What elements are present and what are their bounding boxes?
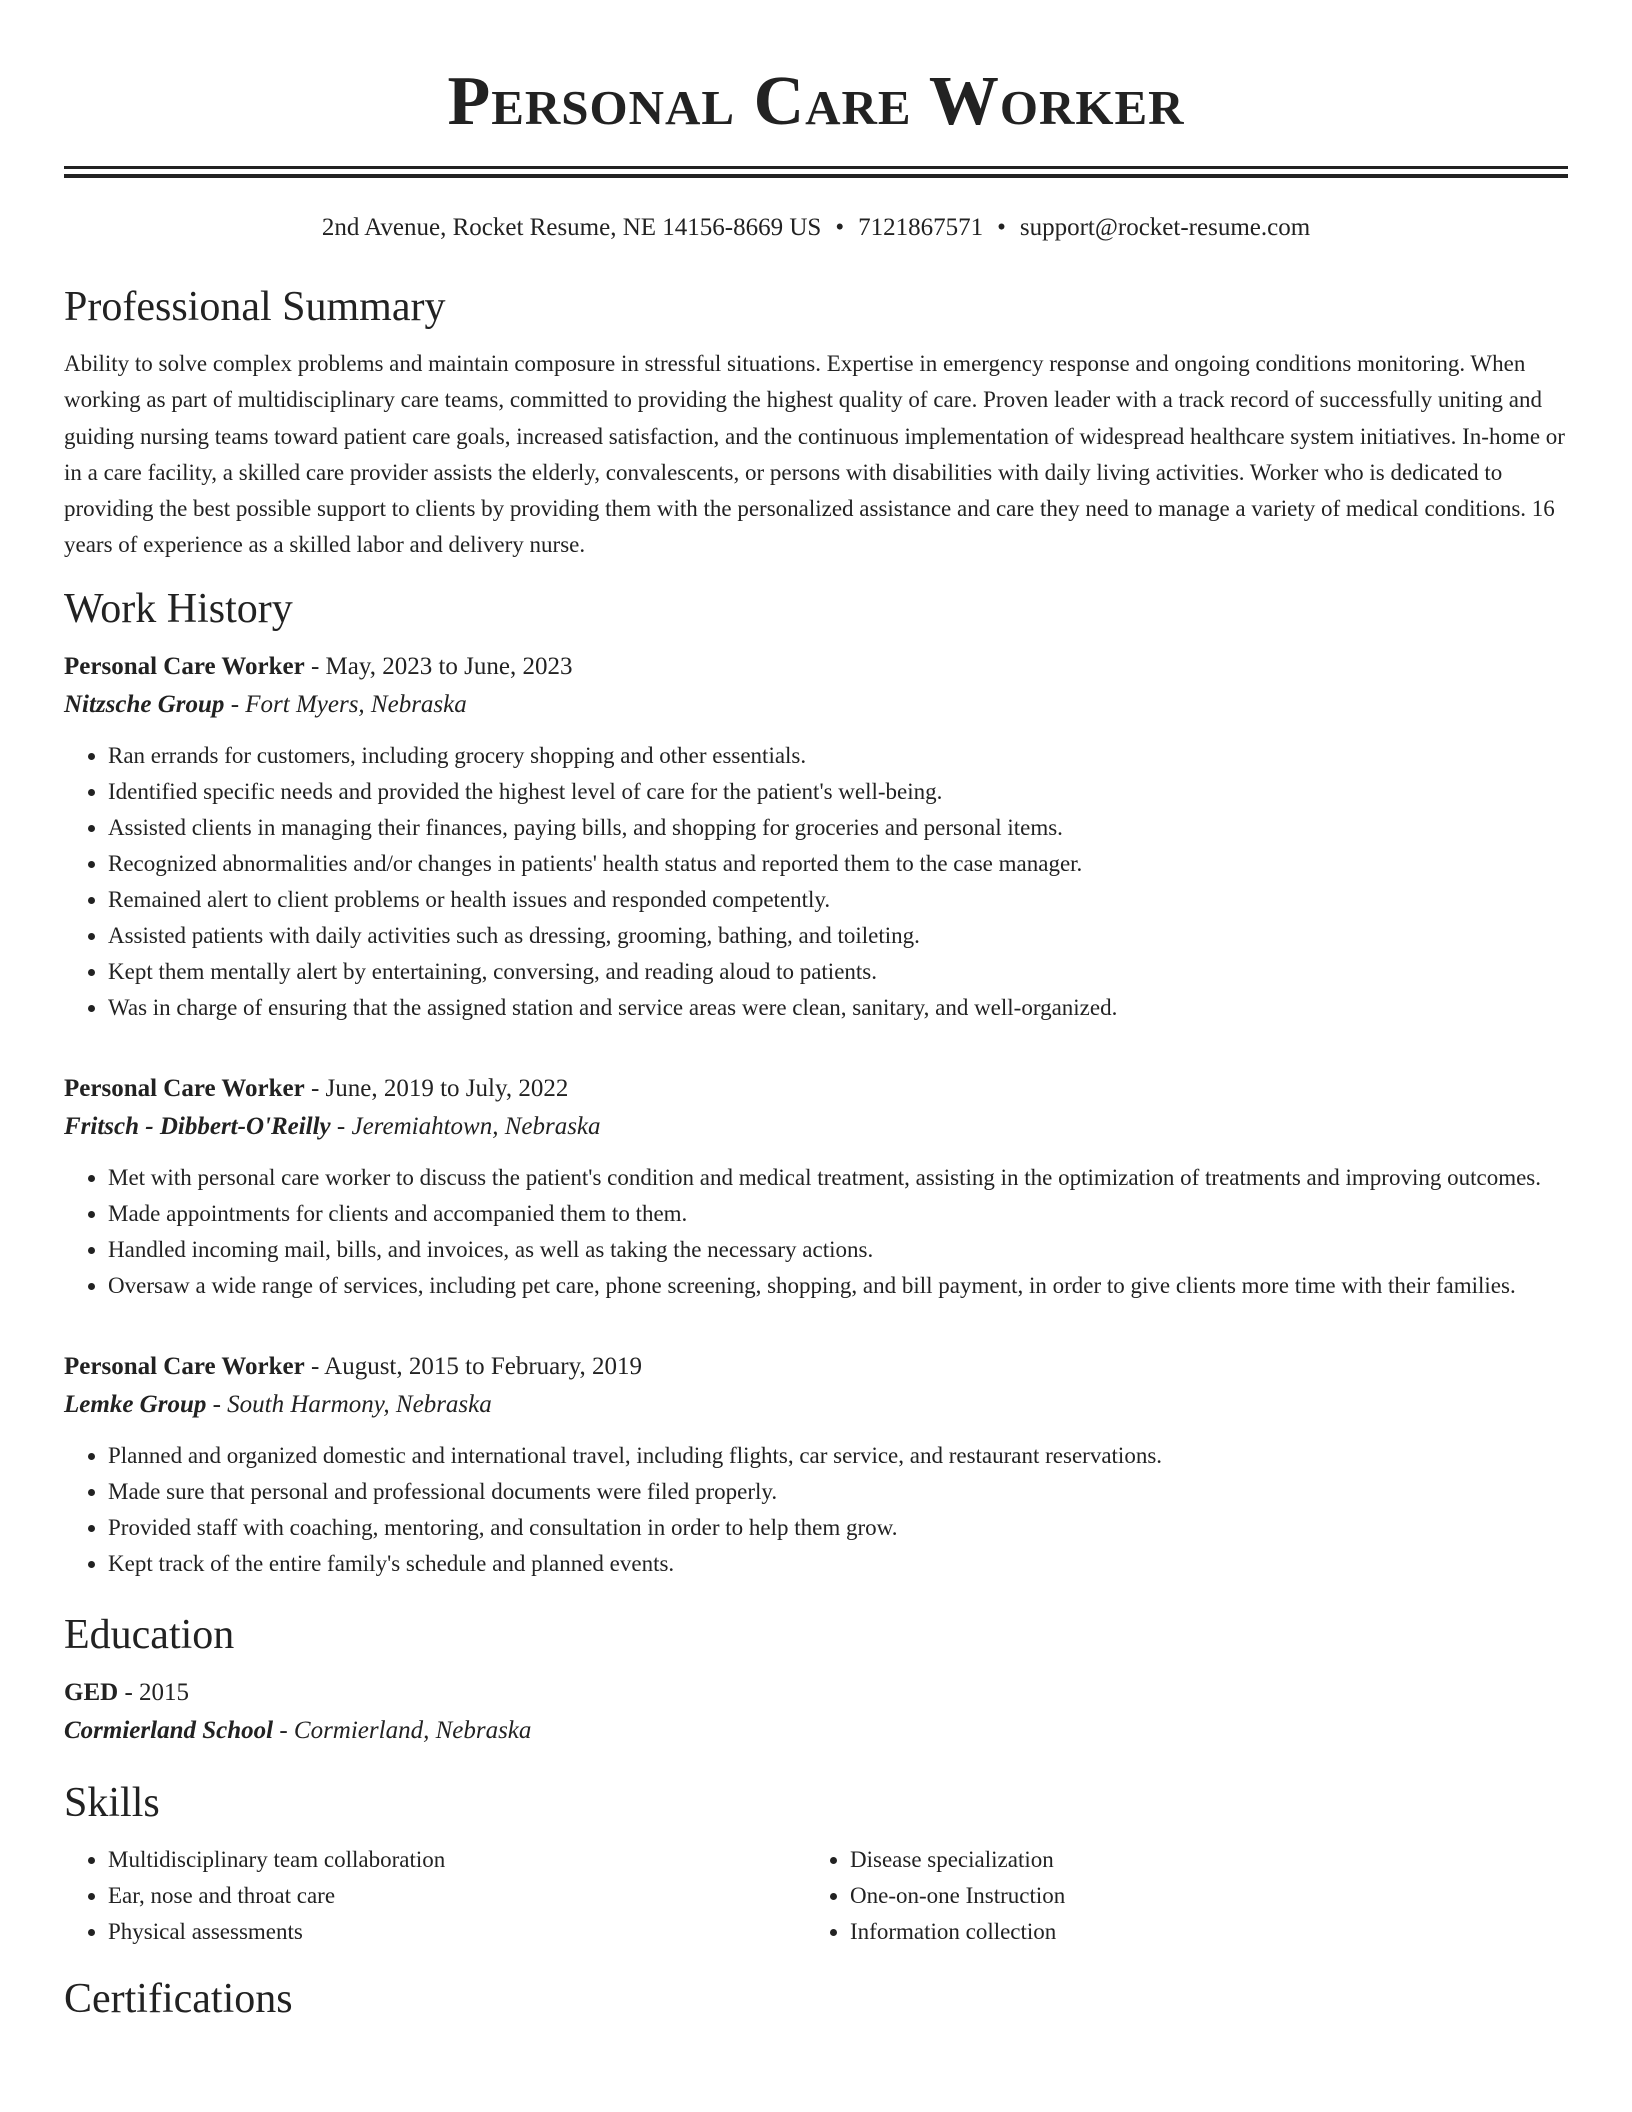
header-rule-top [64,166,1568,169]
job-header [64,1070,1568,1108]
skills-heading: Skills [64,1779,160,1826]
contact-phone: 7121867571 [858,214,984,241]
education-year: - 2015 [118,1678,190,1706]
job-duty: • Kept track of the entire family's schedule and planned events. [108,1546,1568,1582]
education-school-line [64,1712,1568,1750]
skills-list [64,1842,1568,1950]
education-school: Cormierland School [64,1716,274,1744]
summary-heading: Professional Summary [64,284,446,330]
job-location: - Fort Myers, Nebraska [224,690,467,718]
job-location: - South Harmony, Nebraska [206,1390,492,1418]
job-company: Fritsch - Dibbert-O'Reilly [64,1112,331,1140]
job-dates: - May, 2023 to June, 2023 [304,652,573,680]
skill-item: • Physical assessments [108,1914,806,1950]
job-duty: • Met with personal care worker to discuss the patient's condition and medical treatment, assisting in the optimization of treatments and improving outcomes. [108,1160,1568,1196]
job-duty: • Oversaw a wide range of services, including pet care, phone screening, shopping, and bill payment, in order to give clients more time with their families. [108,1268,1568,1304]
contact-address: 2nd Avenue, Rocket Resume, NE 14156-8669 US [321,214,822,241]
education-header [64,1674,1568,1712]
header-rule-bottom [64,174,1568,178]
skills-column-right [806,1842,1548,1950]
resume-page [64,0,1568,2024]
job-dates: - August, 2015 to February, 2019 [304,1352,642,1380]
job-duty: • Provided staff with coaching, mentoring, and consultation in order to help them grow. [108,1510,1568,1546]
skill-item: • Disease specialization [850,1842,1548,1878]
contact-email[interactable]: support@rocket-resume.com [1019,214,1311,241]
job-duty: • Remained alert to client problems or health issues and responded competently. [108,882,1568,918]
contact-separator: • [835,214,845,241]
summary-text: Ability to solve complex problems and maintain composure in stressful situations. Expertise in emergency response and ongoing conditions monitoring. When working as part of multidisciplinary care teams, committed to providing the highest quality of care. Proven leader with a track record of successfully uniting and guiding nursing teams toward patient care goals, increased satisfaction, and the continuous implementation of widespread healthcare system initiatives. In-home or in a care facility, a skilled care provider assists the elderly, convalescents, or persons with disabilities with daily living activities. Worker who is dedicated to providing the best possible support to clients by providing them with the personalized assistance and care they need to manage a variety of medical conditions. 16 years of experience as a skilled labor and delivery nurse. [64,351,1565,558]
work-history-heading: Work History [64,585,293,632]
job-role: Personal Care Worker [64,652,305,680]
job-duty: • Recognized abnormalities and/or changes in patients' health status and reported them to the case manager. [108,846,1568,882]
job-entry [64,1070,1568,1304]
job-header [64,648,1568,686]
education-heading: Education [64,1611,235,1658]
job-duty: • Made appointments for clients and accompanied them to them. [108,1196,1568,1232]
job-company-line [64,1386,1568,1424]
job-duties [64,1160,1568,1304]
job-company-line [64,1108,1568,1146]
contact-line [64,212,1568,244]
job-duty: • Planned and organized domestic and international travel, including flights, car service, and restaurant reservations. [108,1438,1568,1474]
job-role: Personal Care Worker [64,1074,305,1102]
skill-item: • Ear, nose and throat care [108,1878,806,1914]
education-degree: GED [64,1678,119,1706]
job-company: Lemke Group [64,1390,207,1418]
job-role: Personal Care Worker [64,1352,305,1380]
job-duties [64,1438,1568,1582]
skills-column-left [64,1842,806,1950]
contact-separator: • [997,214,1006,241]
job-location: - Jeremiahtown, Nebraska [330,1112,601,1140]
job-company-line [64,686,1568,724]
education-entry [64,1674,1568,1750]
job-duty: • Identified specific needs and provided the highest level of care for the patient's well-being. [108,774,1568,810]
candidate-name: Personal Care Worker [447,63,1185,140]
certifications-heading: Certifications [64,1975,293,2022]
job-duty: • Was in charge of ensuring that the assigned station and service areas were clean, sanitary, and well-organized. [108,990,1568,1026]
education-location: - Cormierland, Nebraska [273,1716,532,1744]
job-duty: • Assisted clients in managing their finances, paying bills, and shopping for groceries and personal items. [108,810,1568,846]
skill-item: • Information collection [850,1914,1548,1950]
job-header [64,1348,1568,1386]
job-duty: • Ran errands for customers, including grocery shopping and other essentials. [108,738,1568,774]
job-duty: • Kept them mentally alert by entertaining, conversing, and reading aloud to patients. [108,954,1568,990]
job-duties [64,738,1568,1026]
skill-item: • Multidisciplinary team collaboration [108,1842,806,1878]
job-company: Nitzsche Group [64,690,225,718]
job-entry [64,1348,1568,1582]
skill-item: • One-on-one Instruction [850,1878,1548,1914]
job-duty: • Handled incoming mail, bills, and invoices, as well as taking the necessary actions. [108,1232,1568,1268]
job-duty: • Assisted patients with daily activities such as dressing, grooming, bathing, and toileting. [108,918,1568,954]
job-duty: • Made sure that personal and professional documents were filed properly. [108,1474,1568,1510]
job-entry [64,648,1568,1026]
job-dates: - June, 2019 to July, 2022 [304,1074,569,1102]
